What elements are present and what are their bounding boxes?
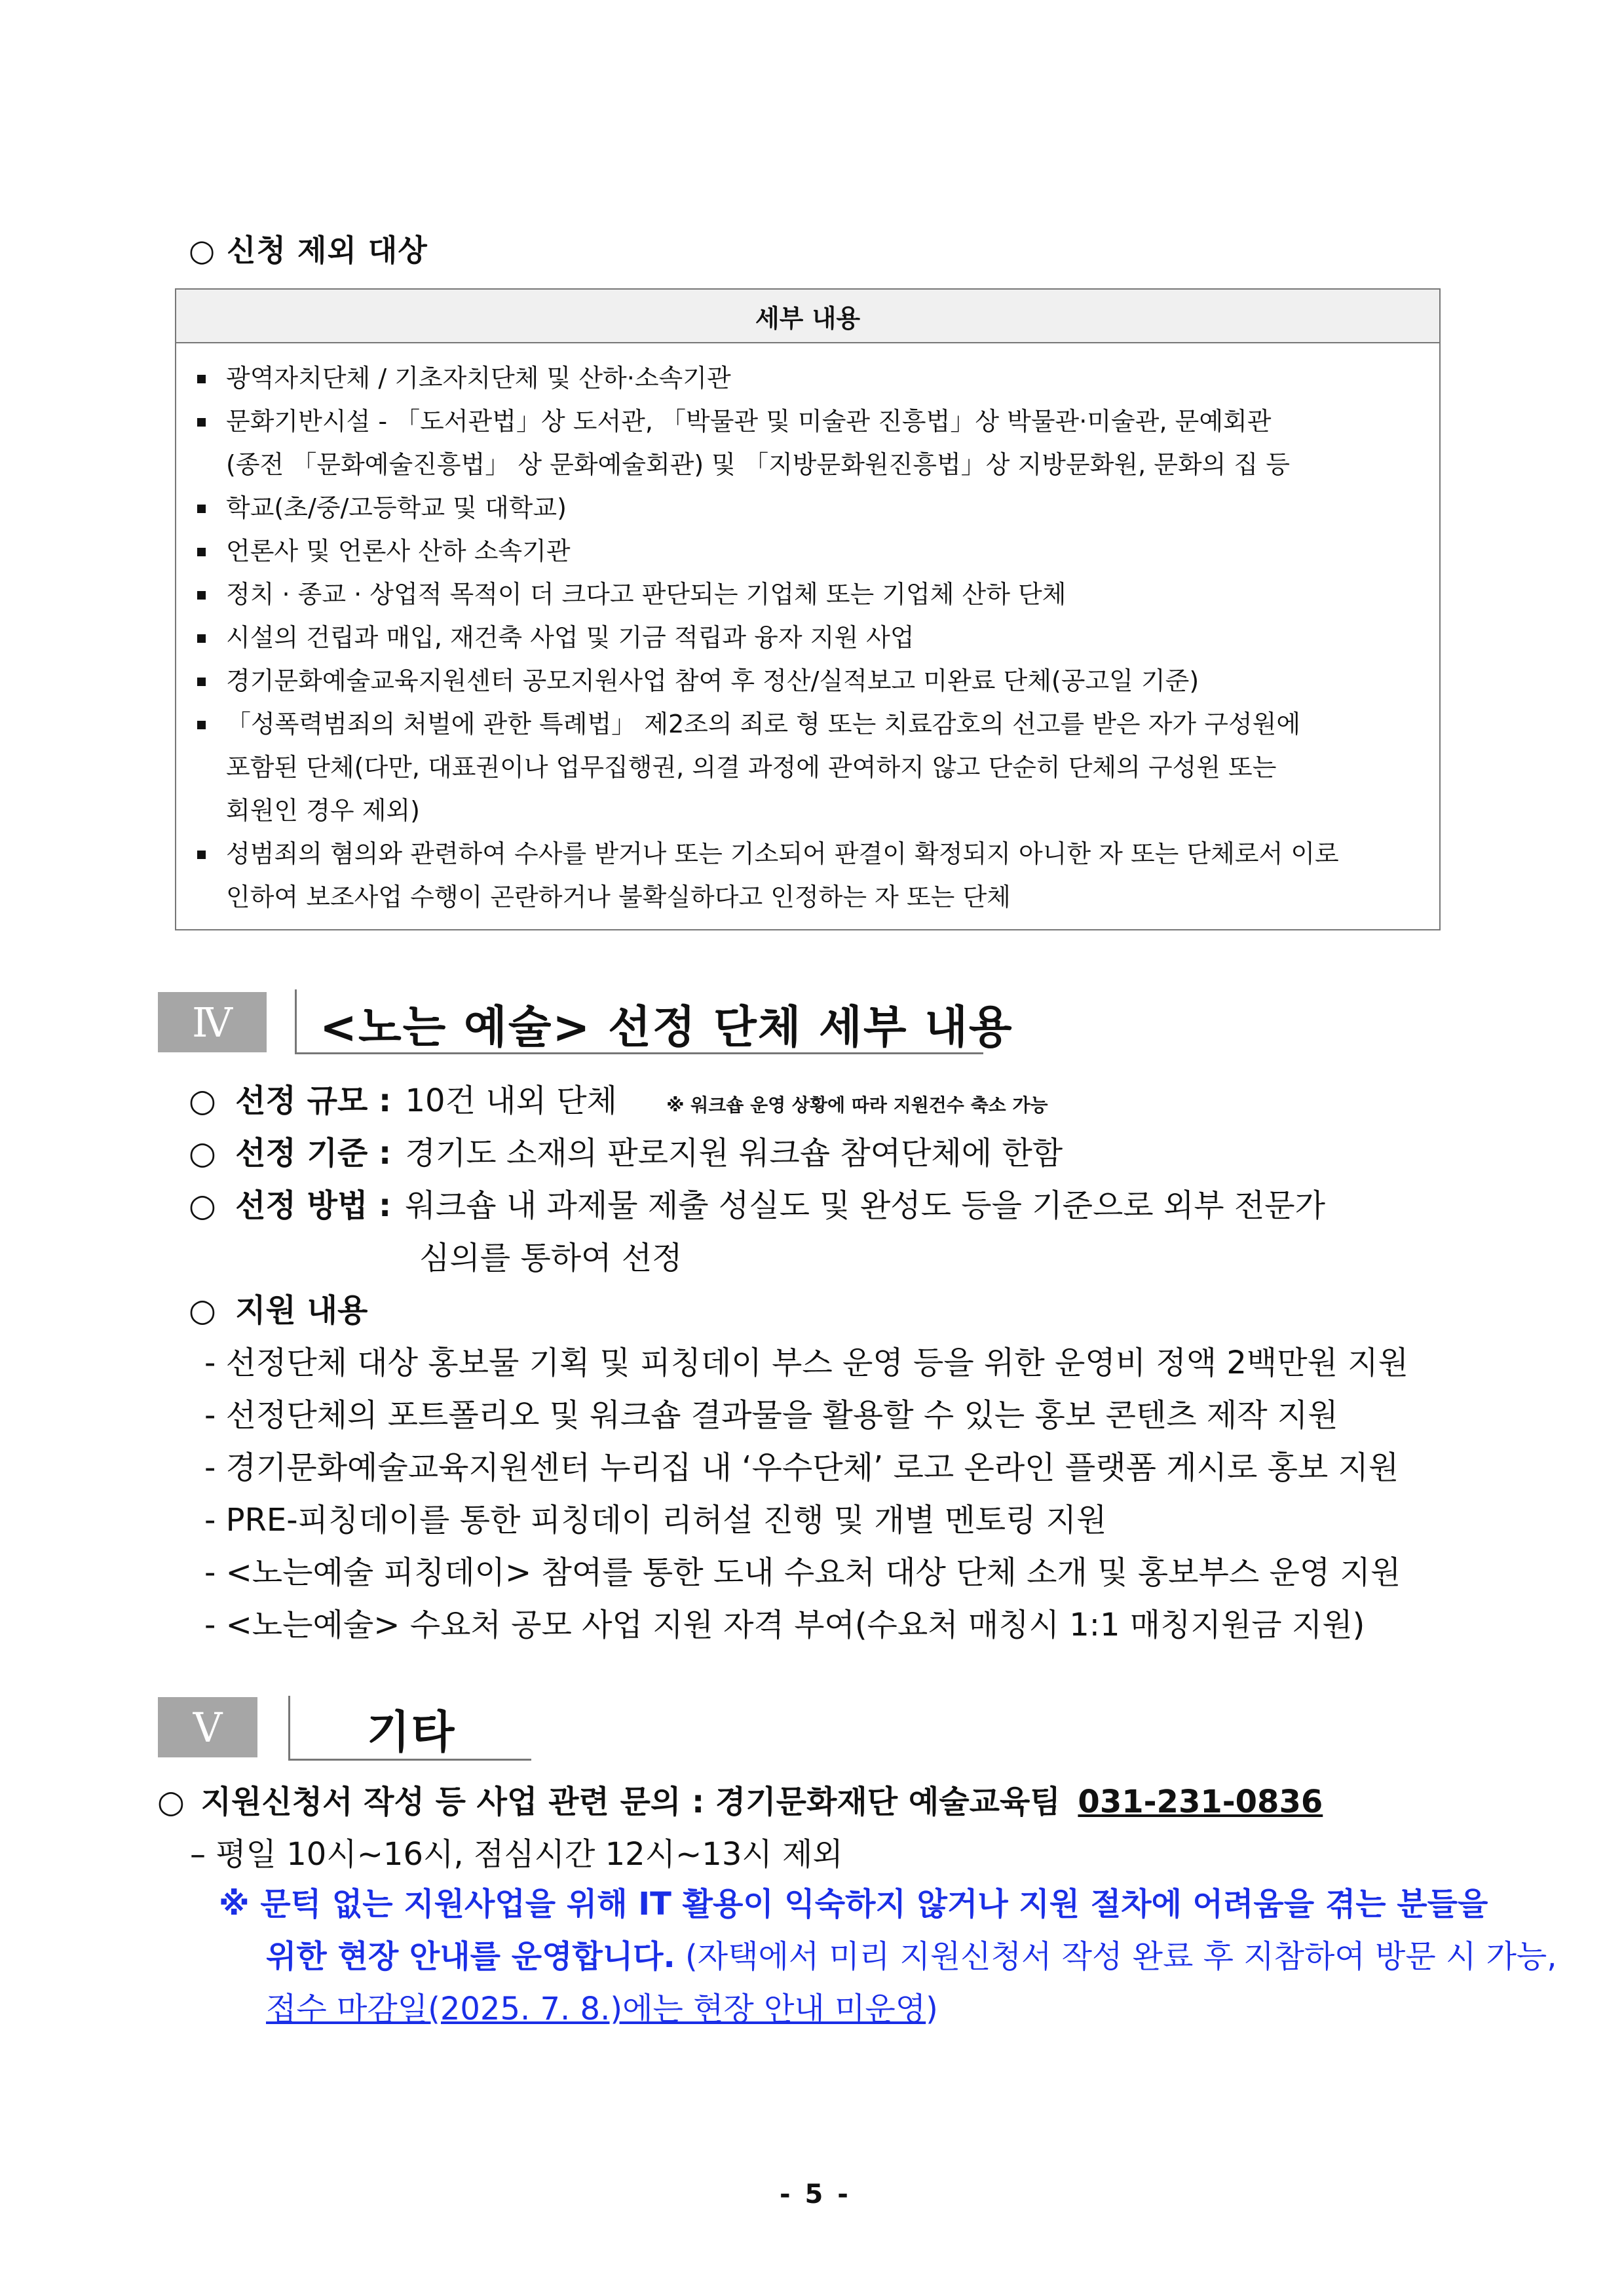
page-number: - 5 -	[780, 2179, 851, 2210]
selection-method-row	[189, 1179, 1325, 1232]
list-item	[196, 486, 1420, 529]
inquiry-row	[157, 1776, 1323, 1828]
list-item	[196, 356, 1420, 400]
selection-method-value: 워크숍 내 과제물 제출 성실도 및 완성도 등을 기준으로 외부 전문가	[405, 1187, 1326, 1224]
onsite-notice-bold: ※ 문턱 없는 지원사업을 위해 IT 활용이 익숙하지 않거나 지원 절차에 어려움을 겪는 분들을	[219, 1886, 1488, 1923]
selection-scale-row	[189, 1075, 1048, 1132]
support-item: - <노는예술> 수요처 공모 사업 지원 자격 부여(수요처 매칭시 1:1 매칭지원금 지원)	[204, 1607, 1365, 1643]
exclusion-heading-text: 신청 제외 대상	[227, 233, 428, 268]
table-header: 세부 내용	[176, 290, 1439, 343]
list-item-text: 성범죄의 혐의와 관련하여 수사를 받거나 또는 기소되어 판결이 확정되지 아니한 자 또는 단체로서 이로	[226, 839, 1339, 868]
list-item-continuation	[196, 875, 1420, 919]
table-body	[176, 343, 1439, 919]
support-item: - 선정단체의 포트폴리오 및 워크숍 결과물을 활용할 수 있는 홍보 콘텐츠 제작 지원	[204, 1397, 1338, 1434]
support-heading-text: 지원 내용	[235, 1292, 368, 1329]
list-item	[196, 702, 1420, 746]
list-item-text: 회원인 경우 제외)	[226, 796, 420, 825]
onsite-notice-line-2	[266, 1930, 1557, 1983]
list-item	[196, 616, 1420, 659]
section4-title: <노는 예술> 선정 단체 세부 내용	[320, 1002, 1013, 1054]
square-bullet-icon	[196, 486, 212, 529]
onsite-notice-line-3	[266, 1983, 938, 2035]
list-item-text: (종전 「문화예술진흥법」 상 문화예술회관) 및 「지방문화원진흥법」상 지방문화원, 문화의 집 등	[226, 450, 1290, 479]
office-hours: – 평일 10시~16시, 점심시간 12시~13시 제외	[190, 1836, 843, 1873]
support-item: - 경기문화예술교육지원센터 누리집 내 ‘우수단체’ 로고 온라인 플랫폼 게시로 홍보 지원	[204, 1449, 1399, 1486]
selection-scale-label: 선정 규모 :	[235, 1082, 392, 1119]
deadline-note: 접수 마감일(2025. 7. 8.)에는 현장 안내 미운영	[266, 1991, 926, 2027]
list-item-text: 언론사 및 언론사 산하 소속기관	[226, 537, 571, 565]
square-bullet-icon	[196, 356, 212, 400]
selection-criteria-row	[189, 1127, 1063, 1179]
list-item	[196, 529, 1420, 573]
section5-title: 기타	[367, 1707, 456, 1759]
selection-criteria-value: 경기도 소재의 판로지원 워크숍 참여단체에 한함	[405, 1135, 1063, 1172]
selection-scale-note: ※ 워크숍 운영 상황에 따라 지원건수 축소 가능	[666, 1094, 1048, 1116]
list-item-text: 인하여 보조사업 수행이 곤란하거나 불확실하다고 인정하는 자 또는 단체	[226, 883, 1011, 911]
onsite-notice-detail: (자택에서 미리 지원신청서 작성 완료 후 지참하여 방문 시 가능,	[675, 1938, 1557, 1975]
circle-bullet-icon: ○	[157, 1784, 185, 1820]
list-item-text: 시설의 건립과 매입, 재건축 사업 및 기금 적립과 융자 지원 사업	[226, 623, 915, 652]
list-item	[196, 659, 1420, 702]
circle-bullet-icon: ○	[189, 233, 216, 268]
square-bullet-icon	[196, 529, 212, 573]
selection-criteria-label: 선정 기준 :	[235, 1135, 392, 1172]
square-bullet-icon	[196, 616, 212, 659]
square-bullet-icon	[196, 832, 212, 875]
list-item-text: 정치 · 종교 · 상업적 목적이 더 크다고 판단되는 기업체 또는 기업체 산하 단체	[226, 580, 1067, 609]
list-item-text: 학교(초/중/고등학교 및 대학교)	[226, 493, 567, 522]
square-bullet-icon	[196, 659, 212, 702]
circle-bullet-icon: ○	[189, 1292, 216, 1329]
list-item	[196, 832, 1420, 875]
exclusion-table	[175, 288, 1441, 930]
circle-bullet-icon: ○	[189, 1135, 216, 1172]
section5-numeral: Ⅴ	[158, 1697, 257, 1757]
section4-numeral: Ⅳ	[158, 992, 267, 1052]
selection-method-label: 선정 방법 :	[235, 1187, 392, 1224]
list-item-continuation	[196, 443, 1420, 486]
list-item-text: 포함된 단체(다만, 대표권이나 업무집행권, 의결 과정에 관여하지 않고 단순히 단체의 구성원 또는	[226, 753, 1277, 782]
selection-method-continuation: 심의를 통하여 선정	[419, 1240, 683, 1276]
list-item-text: 광역자치단체 / 기초자치단체 및 산하·소속기관	[226, 364, 731, 392]
list-item-text: 「성폭력범죄의 처벌에 관한 특례법」 제2조의 죄로 형 또는 치료감호의 선고를 받은 자가 구성원에	[226, 710, 1301, 738]
support-heading	[189, 1284, 368, 1337]
inquiry-label: 지원신청서 작성 등 사업 관련 문의 : 경기문화재단 예술교육팀	[200, 1784, 1061, 1820]
onsite-notice-bold: 위한 현장 안내를 운영합니다.	[266, 1938, 675, 1975]
deadline-note-end: )	[926, 1991, 938, 2027]
list-item	[196, 573, 1420, 616]
square-bullet-icon	[196, 573, 212, 616]
support-item: - <노는예술 피칭데이> 참여를 통한 도내 수요처 대상 단체 소개 및 홍보부스 운영 지원	[204, 1554, 1401, 1591]
inquiry-phone[interactable]: 031-231-0836	[1078, 1784, 1323, 1820]
support-item: - PRE-피칭데이를 통한 피칭데이 리허설 진행 및 개별 멘토링 지원	[204, 1502, 1107, 1539]
onsite-notice-line-1	[219, 1878, 1488, 1930]
list-item-text: 경기문화예술교육지원센터 공모지원사업 참여 후 정산/실적보고 미완료 단체(공고일 기준)	[226, 666, 1199, 695]
square-bullet-icon	[196, 702, 212, 746]
list-item-continuation	[196, 789, 1420, 832]
list-item	[196, 400, 1420, 443]
selection-scale-value: 10건 내외 단체	[405, 1082, 617, 1119]
circle-bullet-icon: ○	[189, 1187, 216, 1224]
support-item: - 선정단체 대상 홍보물 기획 및 피칭데이 부스 운영 등을 위한 운영비 정액 2백만원 지원	[204, 1345, 1408, 1381]
list-item-text: 문화기반시설 - 「도서관법」상 도서관, 「박물관 및 미술관 진흥법」상 박물관·미술관, 문예회관	[226, 407, 1272, 436]
exclusion-heading	[189, 227, 428, 270]
list-item-continuation	[196, 746, 1420, 789]
square-bullet-icon	[196, 400, 212, 443]
circle-bullet-icon: ○	[189, 1082, 216, 1119]
